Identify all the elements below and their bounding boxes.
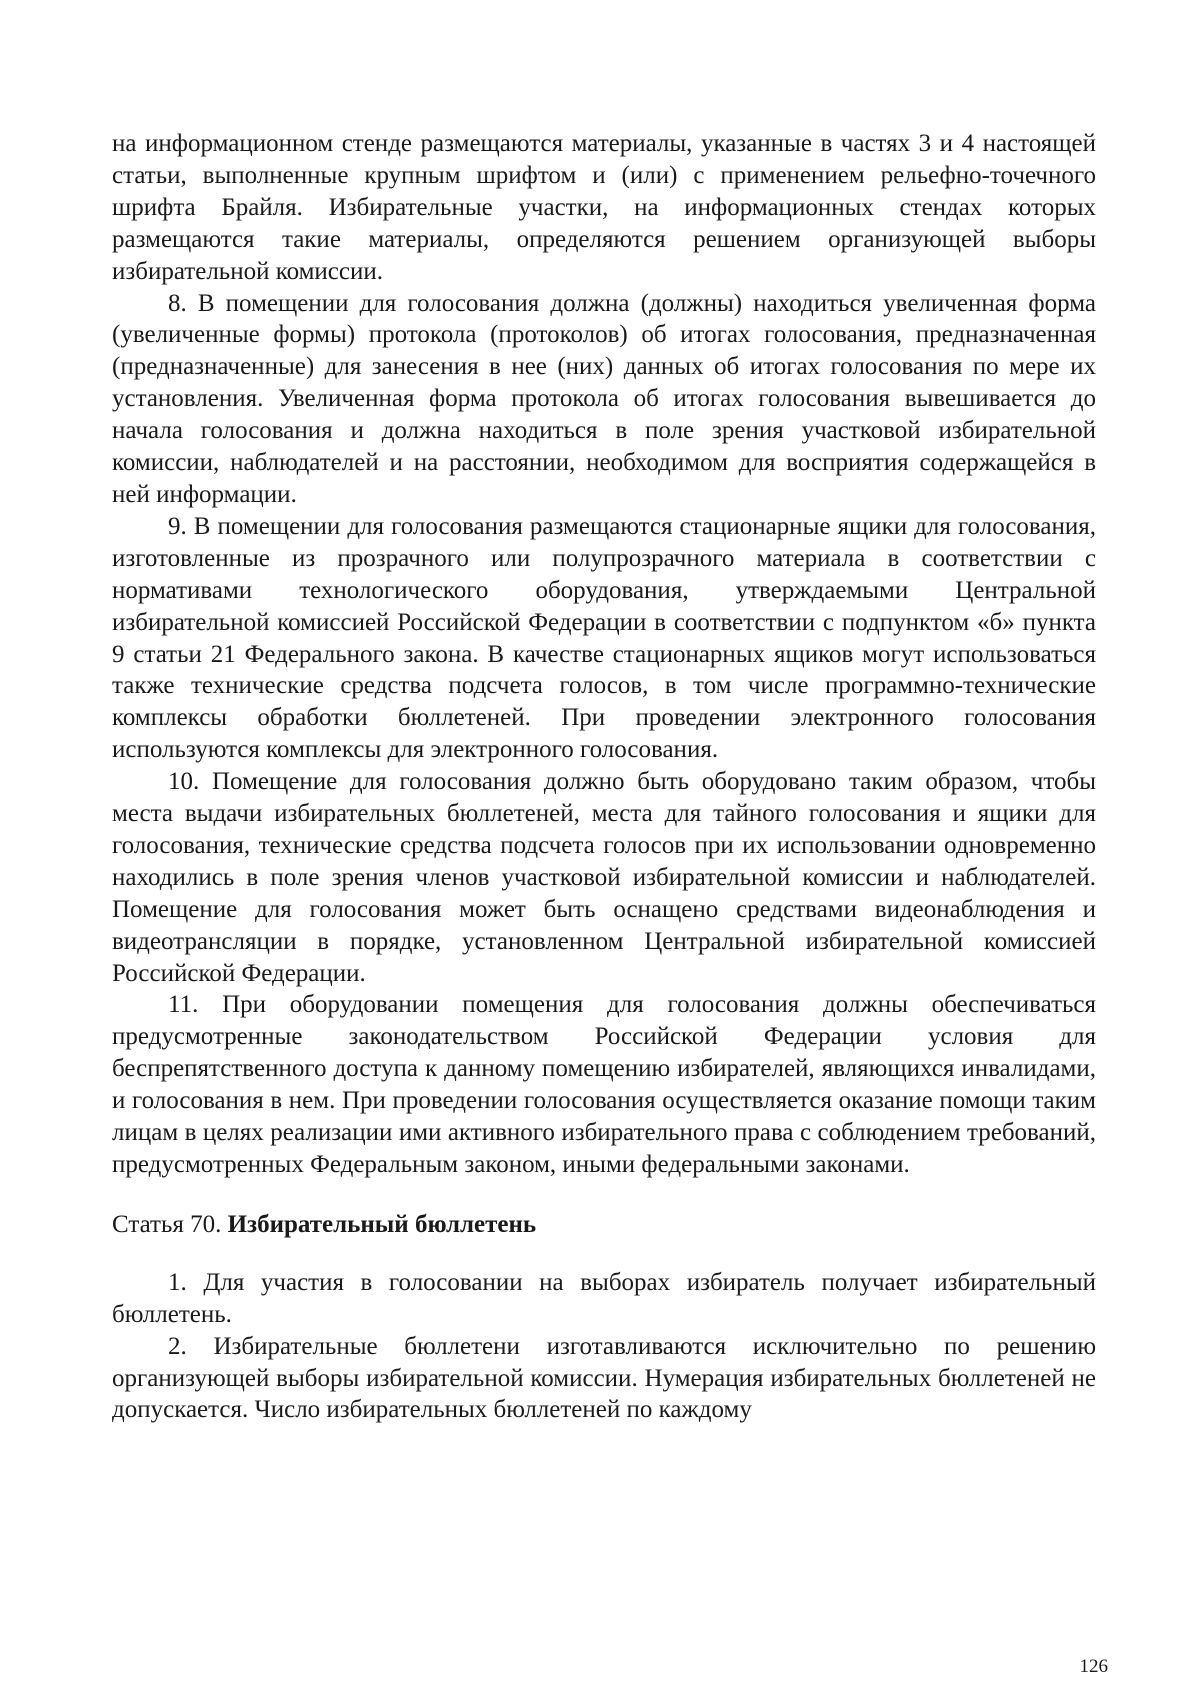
article-70-paragraph-1: 1. Для участия в голосовании на выборах избиратель получает избирательный бюллетень. (112, 1268, 1096, 1328)
paragraph-8: 8. В помещении для голосования должна (должны) находиться увеличенная форма (увеличенные формы) протокола (протоколов) об итогах голосования, предназначенная (предназначенные) для занесения в нее (них) данных об итогах голосования по мере их установления. Увеличенная форма протокола об итогах голосования вывешивается до начала голосования и должна находиться в поле зрения участковой избирательной комиссии, наблюдателей и на расстоянии, необходимом для восприятия содержащейся в ней информации. (112, 289, 1096, 508)
article-heading (112, 1209, 1096, 1241)
paragraph-11: 11. При оборудовании помещения для голосования должны обеспечиваться предусмотренные законодательством Российской Федерации условия для беспрепятственного доступа к данному помещению избирателей, являющихся инвалидами, и голосования в нем. При проведении голосования осуществляется оказание помощи таким лицам в целях реализации ими активного избирательного права с соблюдением требований, предусмотренных Федеральным законом, иными федеральными законами. (112, 991, 1096, 1178)
article-number: Статья 70. (112, 1210, 228, 1238)
paragraph-10: 10. Помещение для голосования должно быть оборудовано таким образом, чтобы места выдачи избирательных бюллетеней, места для тайного голосования и ящики для голосования, технические средства подсчета голосов при их использовании одновременно находились в поле зрения членов участковой избирательной комиссии и наблюдателей. Помещение для голосования может быть оснащено средствами видеонаблюдения и видеотрансляции в порядке, установленном Центральной избирательной комиссией Российской Федерации. (112, 768, 1096, 987)
page-number: 126 (1079, 1656, 1108, 1677)
article-70-paragraph-2: 2. Избирательные бюллетени изготавливаются исключительно по решению организующей выборы избирательной комиссии. Нумерация избирательных бюллетеней не допускается. Число избирательных бюллетеней по каждому (112, 1332, 1096, 1424)
paragraph-continuation: на информационном стенде размещаются материалы, указанные в частях 3 и 4 настоящей статьи, выполненные крупным шрифтом и (или) с применением рельефно-точечного шрифта Брайля. Избирательные участки, на информационных стендах которых размещаются такие материалы, определяются решением организующей выборы избирательной комиссии. (112, 130, 1096, 285)
article-title: Избирательный бюллетень (227, 1210, 537, 1238)
document-body (112, 128, 1096, 1426)
paragraph-9: 9. В помещении для голосования размещаются стационарные ящики для голосования, изготовленные из прозрачного или полупрозрачного материала в соответствии с нормативами технологического оборудования, утверждаемыми Центральной избирательной комиссией Российской Федерации в соответствии с подпунктом «б» пункта 9 статьи 21 Федерального закона. В качестве стационарных ящиков могут использоваться также технические средства подсчета голосов, в том числе программно-технические комплексы обработки бюллетеней. При проведении электронного голосования используются комплексы для электронного голосования. (112, 512, 1096, 764)
